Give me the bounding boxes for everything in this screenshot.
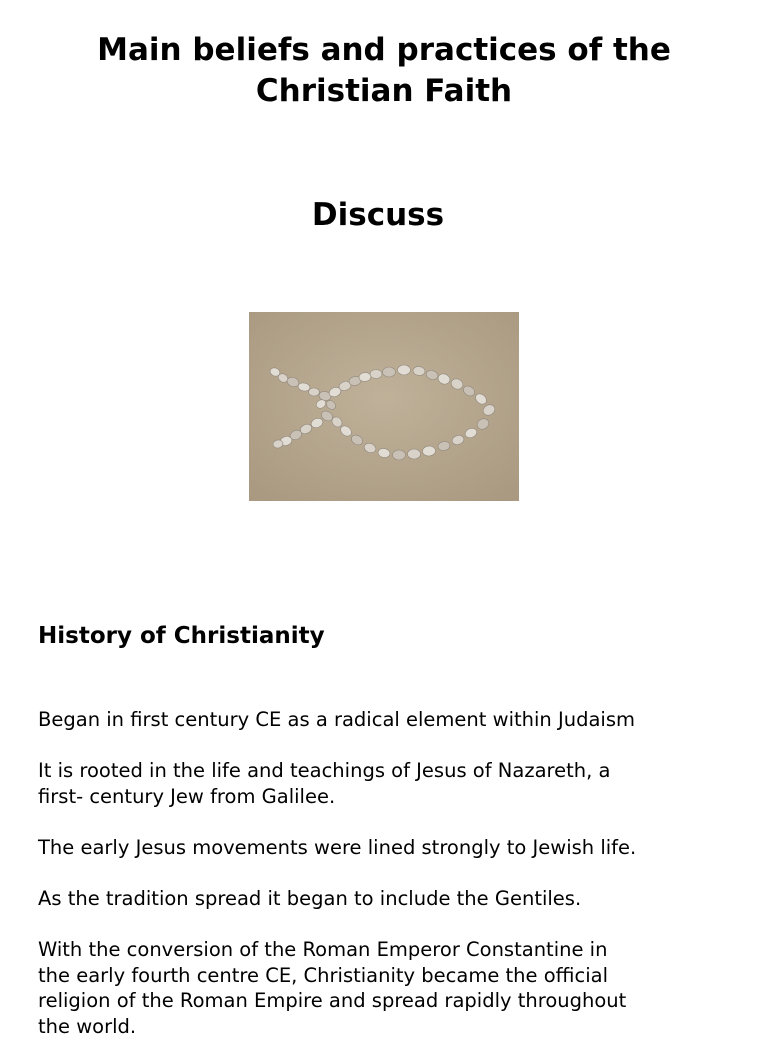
paragraph-3-line-1: The early Jesus movements were lined strongly to Jewish life. [38,835,718,861]
paragraph-1 [38,707,718,733]
pebble [309,388,320,396]
paragraph-4-line-1: As the tradition spread it began to include the Gentiles. [38,886,718,912]
section-heading: History of Christianity [38,620,325,652]
pebble [393,450,406,460]
paragraph-3 [38,835,718,861]
paragraph-5-line-4: the world. [38,1014,718,1039]
pebble [398,365,411,375]
pebble [408,449,421,459]
discuss-heading: Discuss [0,195,756,236]
pebble [370,370,382,379]
page-title [0,30,768,112]
paragraph-1-line-1: Began in first century CE as a radical element within Judaism [38,707,718,733]
paragraph-2-line-2: first- century Jew from Galilee. [38,784,718,810]
paragraph-5-line-1: With the conversion of the Roman Emperor Constantine in [38,937,718,963]
page-title-line-1: Main beliefs and practices of the [0,30,768,71]
paragraph-2 [38,758,718,809]
paragraph-5-line-3: religion of the Roman Empire and spread rapidly throughout [38,988,718,1014]
paragraph-2-line-1: It is rooted in the life and teachings of Jesus of Nazareth, a [38,758,718,784]
page-title-line-2: Christian Faith [0,71,768,112]
ichthys-fish-image [249,312,519,501]
paragraph-5-line-2: the early fourth centre CE, Christianity became the official [38,963,718,989]
pebble [383,367,396,377]
paragraph-4 [38,886,718,912]
